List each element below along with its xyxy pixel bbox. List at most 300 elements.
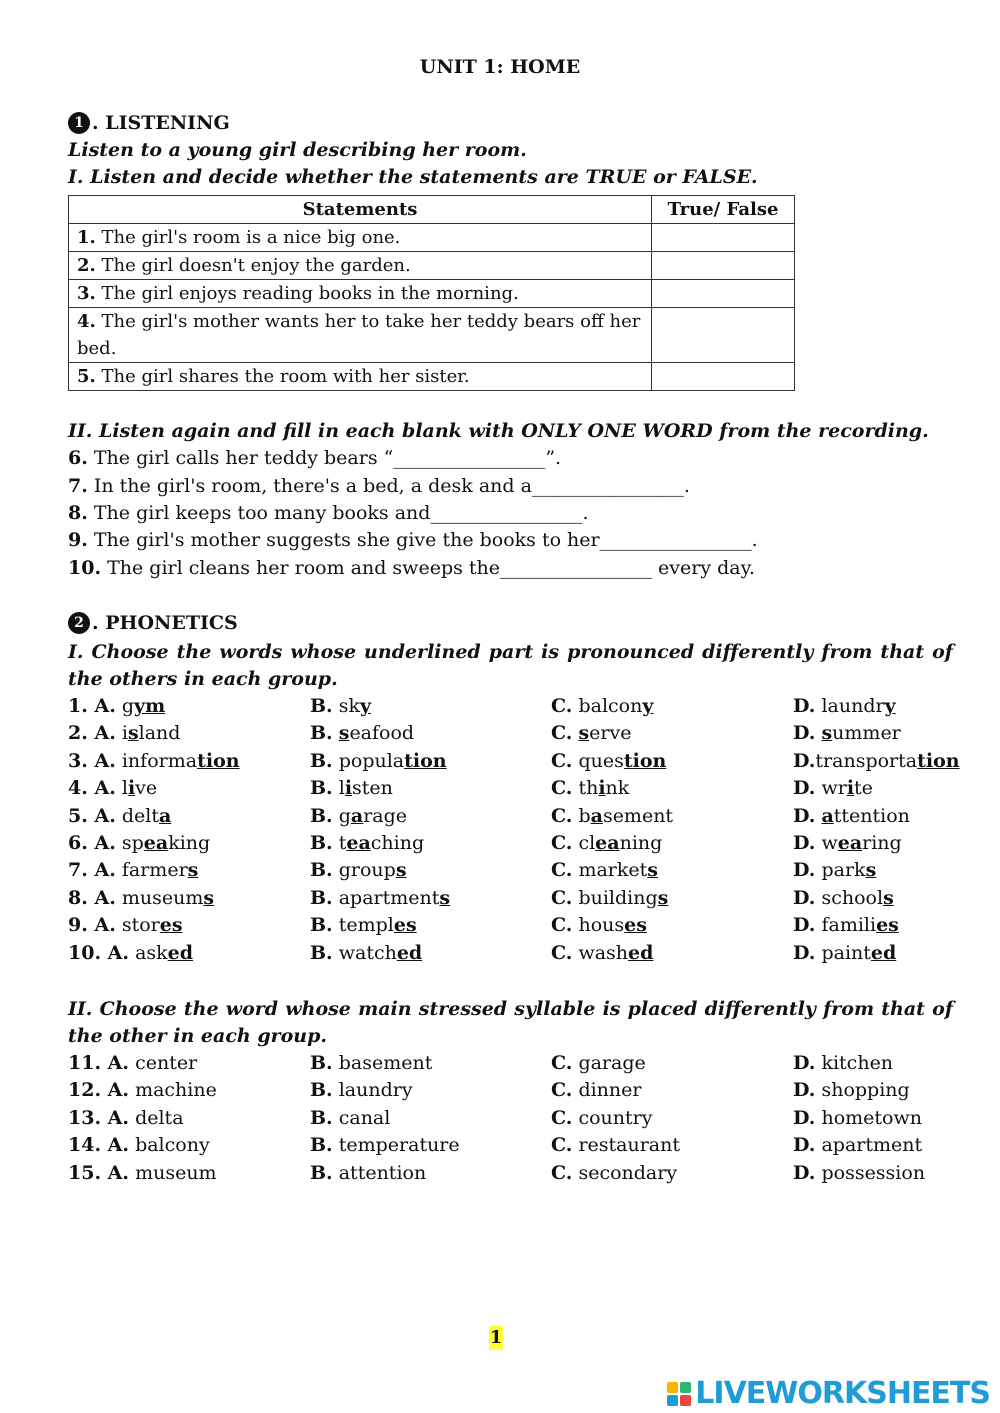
true-false-column-header: True/ False	[652, 196, 795, 224]
table-row	[69, 280, 795, 308]
underlined-part: s	[395, 859, 407, 882]
pronunciation-question-row	[68, 722, 968, 749]
statement-cell	[69, 280, 652, 308]
option-a[interactable]	[68, 1052, 197, 1074]
option-c[interactable]	[551, 942, 653, 964]
underlined-part: i	[344, 777, 353, 800]
underlined-part: s	[647, 859, 658, 882]
option-label: 6. A.	[68, 832, 116, 854]
underlined-part: tion	[197, 749, 240, 772]
phonetics-heading	[68, 612, 238, 634]
option-label: C.	[551, 859, 573, 882]
option-label: B.	[310, 1161, 333, 1184]
word-part: stor	[121, 914, 160, 937]
word-part: laundr	[821, 695, 885, 717]
option-d[interactable]	[793, 1052, 893, 1074]
option-label: 3. A.	[68, 749, 116, 772]
option-label: B.	[310, 695, 333, 717]
option-label: D.	[793, 1134, 816, 1157]
underlined-part: ed	[628, 941, 654, 964]
option-label: B.	[310, 804, 333, 827]
option-label: D.	[793, 1106, 816, 1129]
option-word: temperature	[332, 1134, 460, 1157]
table-row	[69, 308, 795, 363]
option-a[interactable]	[68, 695, 165, 717]
underlined-part: s	[187, 859, 199, 882]
option-d[interactable]	[793, 1107, 922, 1129]
table-row	[69, 252, 795, 280]
word-part: sk	[338, 695, 360, 717]
word-part: g	[121, 695, 135, 717]
option-a[interactable]	[68, 722, 180, 744]
brand-name: LIVEWORKSHEETS	[695, 1376, 990, 1411]
fill-blank-item	[68, 529, 758, 551]
word-part: ching	[370, 832, 425, 854]
stress-question-row	[68, 1162, 968, 1189]
option-b[interactable]	[310, 887, 450, 909]
section-number-badge: 1	[68, 112, 90, 134]
listening-intro: Listen to a young girl describing her room.	[68, 139, 527, 161]
underlined-part: tion	[917, 749, 960, 772]
option-label: D.	[793, 749, 816, 772]
option-label: 1. A.	[68, 695, 116, 717]
option-label: 2. A.	[68, 722, 116, 745]
statement-number: 3.	[77, 283, 96, 304]
statement-text: The girl enjoys reading books in the morning.	[95, 283, 519, 304]
answer-cell[interactable]	[652, 363, 795, 391]
listening-part1-instruction: I. Listen and decide whether the statements are TRUE or FALSE.	[68, 166, 758, 188]
option-label: B.	[310, 886, 333, 909]
stress-question-row	[68, 1079, 968, 1106]
underlined-part: a	[350, 804, 364, 827]
pronunciation-question-row	[68, 832, 968, 859]
option-a[interactable]	[68, 777, 157, 799]
underlined-part: i	[127, 777, 136, 800]
option-a[interactable]	[68, 859, 198, 881]
word-part: park	[821, 859, 866, 882]
word-part: market	[578, 859, 648, 882]
option-label: B.	[310, 914, 333, 937]
word-part: i	[121, 722, 128, 745]
statement-text: The girl shares the room with her sister.	[95, 366, 470, 387]
fill-blank-item	[68, 475, 690, 497]
word-part: informa	[121, 749, 198, 772]
word-part: popula	[338, 749, 405, 772]
option-label: 4. A.	[68, 777, 116, 800]
word-part: hous	[578, 914, 625, 937]
word-part: l	[121, 777, 128, 800]
option-c[interactable]	[551, 1134, 680, 1156]
word-part: museum	[121, 886, 204, 909]
answer-cell[interactable]	[652, 280, 795, 308]
underlined-part: ea	[595, 832, 620, 854]
option-label: C.	[551, 749, 573, 772]
option-d[interactable]	[793, 805, 910, 827]
item-number: 8.	[68, 502, 88, 524]
option-b[interactable]	[310, 695, 371, 717]
word-part: ques	[578, 749, 624, 772]
page-number: 1	[489, 1327, 503, 1348]
word-part: th	[578, 777, 599, 800]
statement-cell	[69, 363, 652, 391]
option-label: D.	[793, 722, 816, 745]
underlined-part: ea	[837, 832, 863, 854]
word-part: sp	[121, 832, 144, 854]
option-c[interactable]	[551, 1052, 646, 1074]
word-part: farmer	[121, 859, 188, 882]
underlined-part: s	[865, 859, 877, 882]
answer-cell[interactable]	[652, 308, 795, 363]
word-part: watch	[338, 941, 397, 964]
phonetics-heading-text: . PHONETICS	[92, 612, 238, 634]
word-part: ring	[862, 832, 902, 854]
option-b[interactable]	[310, 1079, 413, 1101]
option-a[interactable]	[68, 914, 183, 936]
option-label: D.	[793, 1052, 816, 1074]
item-text[interactable]: The girl calls her teddy bears “________________”.	[87, 447, 562, 469]
option-word: kitchen	[815, 1052, 894, 1074]
pronunciation-question-row	[68, 777, 968, 804]
option-b[interactable]	[310, 859, 407, 881]
option-d[interactable]	[793, 942, 896, 964]
liveworksheets-logo	[667, 1376, 990, 1411]
option-label: D.	[793, 777, 816, 800]
option-label: C.	[551, 722, 573, 745]
option-word: hometown	[815, 1106, 922, 1129]
word-part: b	[578, 804, 591, 827]
pronunciation-question-row	[68, 942, 968, 969]
answer-cell[interactable]	[652, 252, 795, 280]
option-c[interactable]	[551, 777, 629, 799]
option-c[interactable]	[551, 832, 662, 854]
option-label: 12. A.	[68, 1079, 130, 1102]
underlined-part: i	[598, 777, 606, 800]
underlined-part: s	[657, 886, 669, 909]
word-part: wash	[578, 941, 629, 964]
option-a[interactable]	[68, 750, 240, 772]
option-b[interactable]	[310, 777, 393, 799]
option-label: D.	[793, 859, 816, 882]
option-label: B.	[310, 777, 333, 800]
pronunciation-question-row	[68, 695, 968, 722]
option-label: C.	[551, 1134, 573, 1157]
underlined-part: ea	[143, 832, 169, 854]
item-text[interactable]: In the girl's room, there's a bed, a desk and a________________.	[87, 475, 690, 497]
option-label: B.	[310, 1106, 333, 1129]
option-label: 7. A.	[68, 859, 116, 882]
option-c[interactable]	[551, 805, 673, 827]
option-word: laundry	[332, 1079, 413, 1102]
statement-text: The girl doesn't enjoy the garden.	[95, 255, 411, 276]
word-part: ve	[135, 777, 158, 800]
word-part: ask	[135, 941, 168, 964]
underlined-part: s	[203, 886, 215, 909]
option-label: 9. A.	[68, 914, 116, 937]
option-label: B.	[310, 941, 333, 964]
underlined-part: s	[821, 722, 833, 745]
pronunciation-question-row	[68, 805, 968, 832]
listening-heading	[68, 112, 230, 134]
option-c[interactable]	[551, 750, 666, 772]
word-part: eafood	[349, 722, 415, 745]
option-word: center	[129, 1052, 198, 1074]
underlined-part: ed	[396, 941, 423, 964]
option-label: B.	[310, 832, 333, 854]
page-title: UNIT 1: HOME	[419, 56, 581, 78]
option-word: possession	[815, 1161, 926, 1184]
option-d[interactable]	[793, 859, 876, 881]
underlined-part: ea	[346, 832, 371, 854]
option-a[interactable]	[68, 832, 210, 854]
option-d[interactable]	[793, 722, 901, 744]
underlined-part: a	[158, 804, 172, 827]
option-d[interactable]	[793, 914, 899, 936]
underlined-part: a	[821, 804, 834, 827]
word-part: paint	[821, 941, 871, 964]
option-word: canal	[332, 1106, 391, 1129]
fill-blank-item	[68, 502, 589, 524]
word-part: wr	[821, 777, 847, 800]
item-number: 10.	[68, 557, 102, 579]
option-label: C.	[551, 777, 573, 800]
word-part: erve	[589, 722, 632, 745]
statement-text: The girl's mother wants her to take her teddy bears off her bed.	[77, 311, 641, 359]
listening-part2-instruction: II. Listen again and fill in each blank with ONLY ONE WORD from the recording.	[68, 420, 929, 442]
true-false-table	[68, 195, 795, 391]
underlined-part: es	[159, 914, 183, 937]
underlined-part: s	[338, 722, 350, 745]
option-label: C.	[551, 804, 573, 827]
option-a[interactable]	[68, 805, 171, 827]
word-part: sement	[602, 804, 674, 827]
option-word: delta	[129, 1106, 184, 1129]
option-word: dinner	[572, 1079, 642, 1102]
option-d[interactable]	[793, 695, 896, 717]
item-text[interactable]: The girl keeps too many books and________________.	[87, 502, 589, 524]
option-d[interactable]	[793, 832, 902, 854]
option-c[interactable]	[551, 695, 653, 717]
option-c[interactable]	[551, 722, 631, 744]
option-d[interactable]	[793, 887, 894, 909]
option-label: 8. A.	[68, 886, 116, 909]
option-c[interactable]	[551, 1107, 652, 1129]
statement-number: 1.	[77, 227, 96, 248]
word-part: land	[138, 722, 181, 745]
option-b[interactable]	[310, 914, 417, 936]
underlined-part: tion	[404, 749, 447, 772]
option-label: D.	[793, 941, 816, 964]
option-a[interactable]	[68, 887, 214, 909]
option-b[interactable]	[310, 805, 407, 827]
option-label: 5. A.	[68, 804, 116, 827]
option-label: C.	[551, 832, 573, 854]
option-c[interactable]	[551, 887, 668, 909]
underlined-part: a	[590, 804, 603, 827]
underlined-part: s	[883, 886, 894, 909]
word-part: famili	[821, 914, 877, 937]
listening-heading-text: . LISTENING	[92, 112, 230, 134]
option-d[interactable]	[793, 1162, 925, 1184]
word-part: cl	[578, 832, 596, 854]
option-label: C.	[551, 1052, 573, 1074]
item-text[interactable]: The girl's mother suggests she give the books to her________________.	[87, 529, 758, 551]
underlined-part: s	[578, 722, 590, 745]
underlined-part: y	[884, 695, 896, 717]
option-label: C.	[551, 695, 573, 717]
statement-number: 5.	[77, 366, 96, 387]
option-c[interactable]	[551, 1079, 642, 1101]
table-row	[69, 224, 795, 252]
option-b[interactable]	[310, 1107, 390, 1129]
statement-text: The girl's room is a nice big one.	[95, 227, 401, 248]
pronunciation-question-row	[68, 750, 968, 777]
option-b[interactable]	[310, 942, 422, 964]
statement-cell	[69, 308, 652, 363]
option-label: 13. A.	[68, 1106, 130, 1129]
word-part: building	[578, 886, 658, 909]
phonetics-part2-instruction: II. Choose the word whose main stressed syllable is placed differently from that of the other in each group.	[68, 998, 953, 1047]
statement-cell	[69, 252, 652, 280]
item-number: 7.	[68, 475, 88, 497]
option-c[interactable]	[551, 859, 658, 881]
option-word: apartment	[815, 1134, 923, 1157]
underlined-part: tion	[623, 749, 667, 772]
table-header-row	[69, 196, 795, 224]
option-word: machine	[129, 1079, 217, 1102]
word-part: sten	[352, 777, 393, 800]
item-number: 6.	[68, 447, 88, 469]
option-d[interactable]	[793, 777, 873, 799]
option-label: B.	[310, 1079, 333, 1102]
option-b[interactable]	[310, 1134, 460, 1156]
stress-question-row	[68, 1134, 968, 1161]
word-part: t	[338, 832, 347, 854]
pronunciation-question-row	[68, 859, 968, 886]
option-label: D.	[793, 886, 816, 909]
option-label: 15. A.	[68, 1161, 130, 1184]
option-label: B.	[310, 1052, 333, 1074]
word-part: apartment	[338, 886, 440, 909]
fill-blank-item	[68, 447, 561, 469]
option-b[interactable]	[310, 722, 414, 744]
option-word: garage	[572, 1052, 646, 1074]
word-part: group	[338, 859, 396, 882]
table-row	[69, 363, 795, 391]
word-part: balcon	[578, 695, 643, 717]
liveworksheets-logo-icon	[667, 1382, 691, 1406]
fill-blank-item	[68, 557, 755, 579]
option-label: B.	[310, 722, 333, 745]
option-label: C.	[551, 886, 573, 909]
option-b[interactable]	[310, 832, 424, 854]
option-word: country	[572, 1106, 653, 1129]
stress-question-row	[68, 1107, 968, 1134]
option-b[interactable]	[310, 750, 447, 772]
option-label: D.	[793, 914, 816, 937]
option-word: basement	[332, 1052, 433, 1074]
word-part: king	[168, 832, 211, 854]
underlined-part: s	[127, 722, 139, 745]
option-word: shopping	[815, 1079, 910, 1102]
option-word: balcony	[129, 1134, 210, 1157]
word-part: school	[821, 886, 884, 909]
statement-number: 4.	[77, 311, 96, 332]
word-part: ummer	[832, 722, 901, 745]
option-label: C.	[551, 1079, 573, 1102]
option-label: D.	[793, 804, 816, 827]
word-part: g	[338, 804, 351, 827]
option-d[interactable]	[793, 1134, 922, 1156]
statements-column-header: Statements	[69, 196, 652, 224]
stress-question-row	[68, 1052, 968, 1079]
underlined-part: es	[624, 914, 647, 937]
statement-number: 2.	[77, 255, 96, 276]
option-label: B.	[310, 1134, 333, 1157]
option-d[interactable]	[793, 1079, 910, 1101]
option-d[interactable]	[793, 750, 960, 772]
word-part: delt	[121, 804, 159, 827]
option-label: 11. A.	[68, 1052, 130, 1074]
word-part: rage	[363, 804, 408, 827]
option-word: secondary	[572, 1161, 678, 1184]
option-label: C.	[551, 941, 573, 964]
word-part: ning	[619, 832, 663, 854]
option-label: D.	[793, 1161, 816, 1184]
option-b[interactable]	[310, 1052, 432, 1074]
option-c[interactable]	[551, 1162, 677, 1184]
underlined-part: ed	[870, 941, 897, 964]
word-part: l	[338, 777, 345, 800]
pronunciation-question-row	[68, 914, 968, 941]
item-text[interactable]: The girl cleans her room and sweeps the________________ every day.	[101, 557, 755, 579]
option-label: B.	[310, 749, 333, 772]
option-word: museum	[129, 1161, 217, 1184]
phonetics-part1-instruction: I. Choose the words whose underlined part is pronounced differently from that of the others in each group.	[68, 641, 953, 690]
underlined-part: es	[393, 914, 417, 937]
underlined-part: y	[360, 695, 372, 717]
option-label: 10. A.	[68, 941, 130, 964]
pronunciation-question-row	[68, 887, 968, 914]
option-a[interactable]	[68, 942, 193, 964]
word-part: templ	[338, 914, 394, 937]
word-part: nk	[605, 777, 630, 800]
option-a[interactable]	[68, 1134, 210, 1156]
option-a[interactable]	[68, 1107, 184, 1129]
statement-cell	[69, 224, 652, 252]
item-number: 9.	[68, 529, 88, 551]
underlined-part: i	[846, 777, 855, 800]
option-a[interactable]	[68, 1079, 217, 1101]
option-word: restaurant	[572, 1134, 681, 1157]
word-part: ttention	[833, 804, 910, 827]
option-label: C.	[551, 1106, 573, 1129]
word-part: w	[821, 832, 838, 854]
option-label: C.	[551, 1161, 573, 1184]
option-label: 14. A.	[68, 1134, 130, 1157]
option-b[interactable]	[310, 1162, 426, 1184]
word-part: te	[854, 777, 873, 800]
underlined-part: es	[876, 914, 899, 937]
option-label: C.	[551, 914, 573, 937]
underlined-part: ed	[167, 941, 194, 964]
option-word: attention	[332, 1161, 427, 1184]
option-c[interactable]	[551, 914, 647, 936]
option-a[interactable]	[68, 1162, 217, 1184]
underlined-part: y	[642, 695, 654, 717]
option-label: D.	[793, 695, 816, 717]
answer-cell[interactable]	[652, 224, 795, 252]
underlined-part: s	[439, 886, 451, 909]
